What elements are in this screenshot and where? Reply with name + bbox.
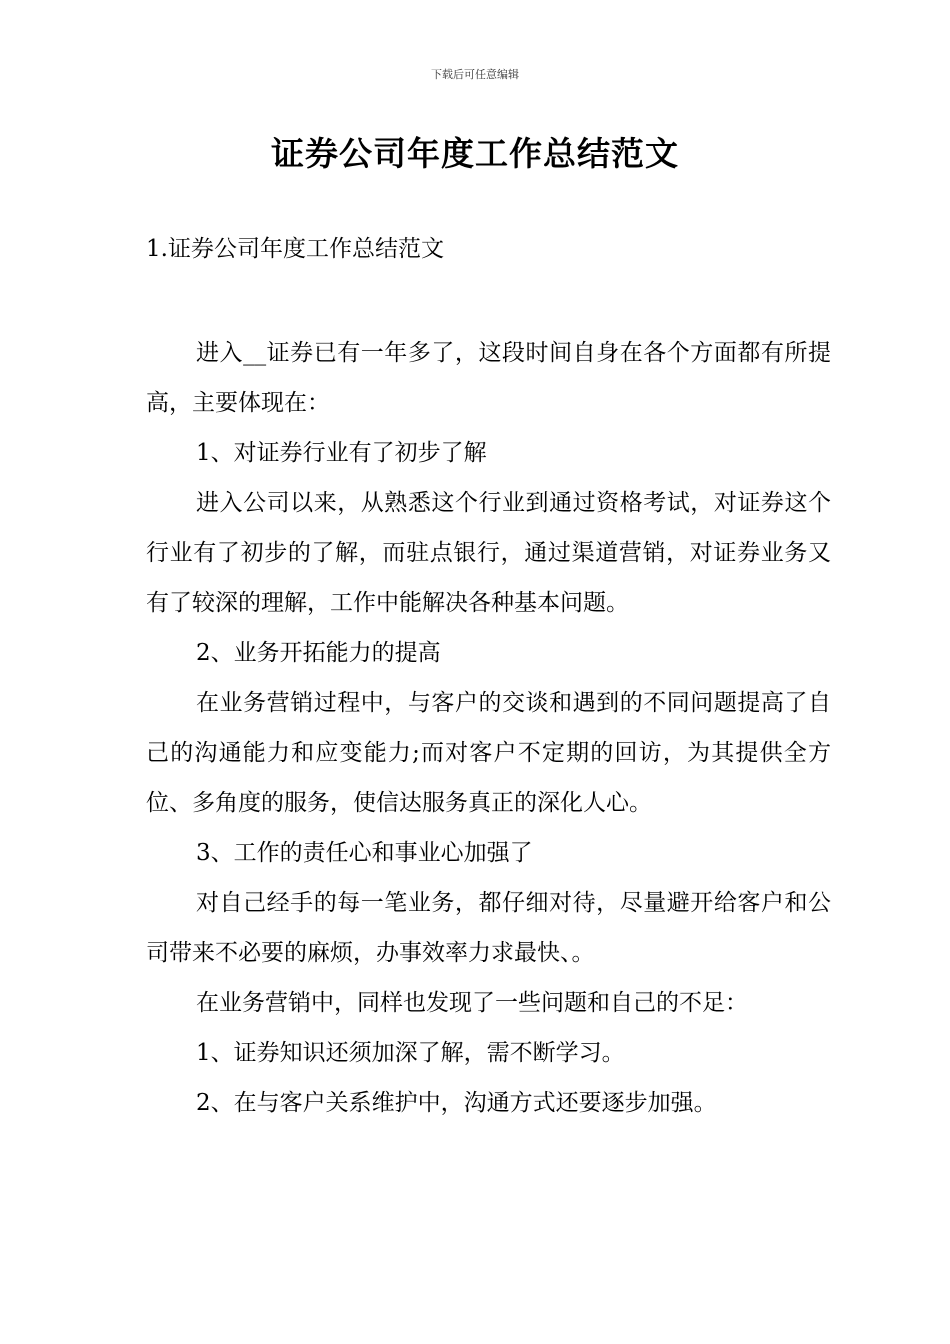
- point-heading-2: 2、业务开拓能力的提高: [196, 640, 441, 666]
- point-heading-3: 3、工作的责任心和事业心加强了: [196, 840, 533, 866]
- shortcoming-item-1: 1、证券知识还须加深了解，需不断学习。: [196, 1040, 625, 1066]
- paragraph-point-2: 在业务营销过程中，与客户的交谈和遇到的不同问题提高了自己的沟通能力和应变能力;而对客户不定期的回访，为其提供全方位、多角度的服务，使信达服务真正的深化人心。: [146, 690, 831, 816]
- point-heading-1: 1、对证券行业有了初步了解: [196, 440, 487, 466]
- document-title: 证券公司年度工作总结范文: [271, 134, 679, 173]
- paragraph-intro: 进入__证券已有一年多了，这段时间自身在各个方面都有所提高，主要体现在：: [146, 340, 831, 416]
- header-note: 下载后可任意编辑: [431, 68, 519, 81]
- paragraph-point-1: 进入公司以来，从熟悉这个行业到通过资格考试，对证券这个行业有了初步的了解，而驻点银行，通过渠道营销，对证券业务又有了较深的理解，工作中能解决各种基本问题。: [146, 490, 831, 616]
- paragraph-point-3: 对自己经手的每一笔业务，都仔细对待，尽量避开给客户和公司带来不必要的麻烦，办事效率力求最快、。: [146, 890, 831, 966]
- document-body: [146, 328, 831, 1128]
- section-heading: 1.证券公司年度工作总结范文: [146, 236, 444, 262]
- paragraph-shortcomings: 在业务营销中，同样也发现了一些问题和自己的不足：: [196, 990, 748, 1016]
- shortcoming-item-2: 2、在与客户关系维护中，沟通方式还要逐步加强。: [196, 1090, 717, 1116]
